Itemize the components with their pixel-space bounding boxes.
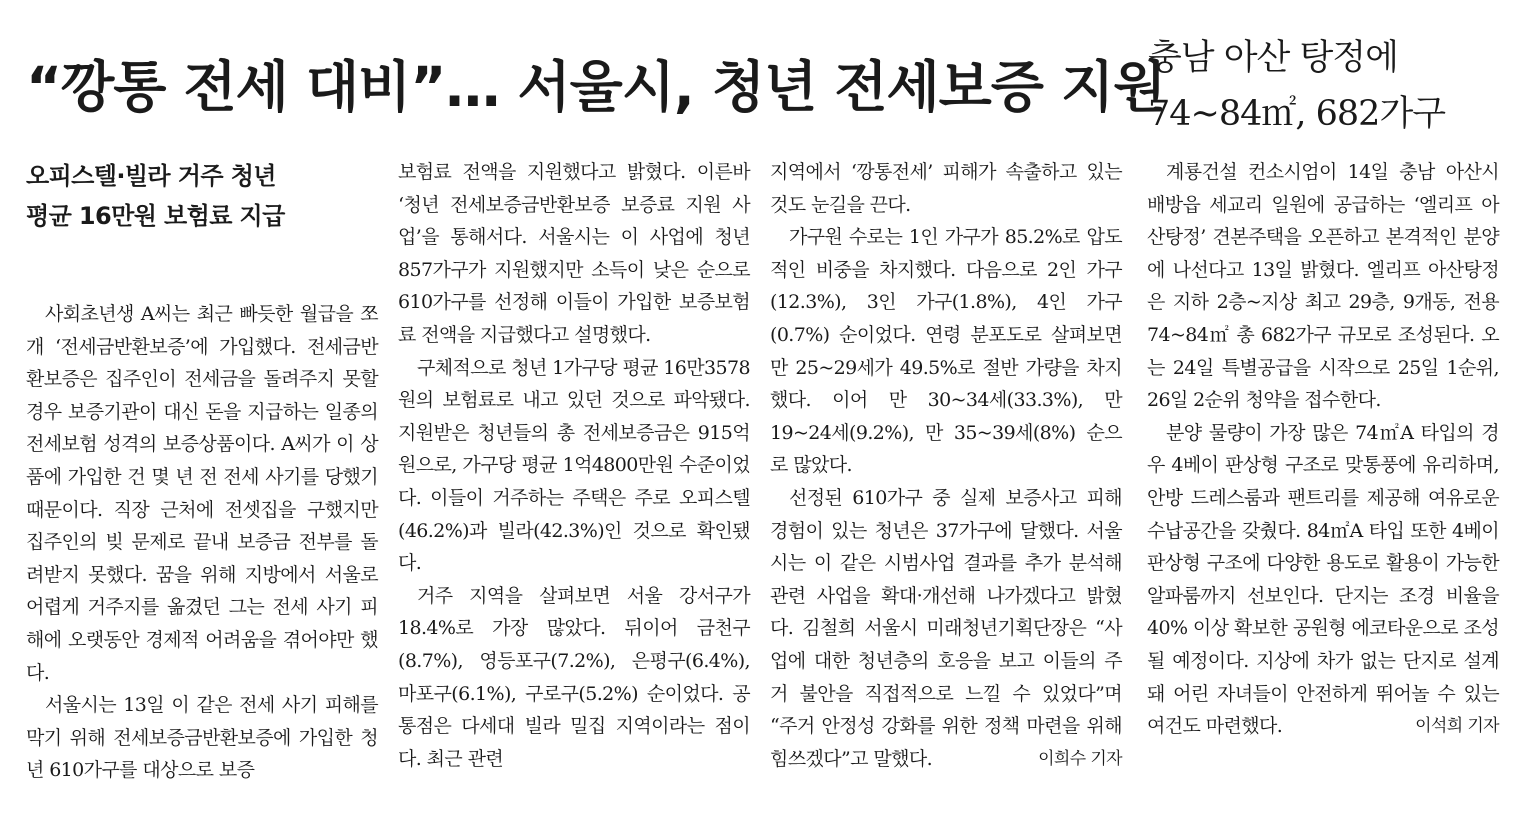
- paragraph: [770, 482, 1122, 775]
- main-article-column-1: [26, 156, 378, 787]
- paragraph: 계룡건설 컨소시엄이 14일 충남 아산시 배방읍 세교리 일원에 공급하는 ‘엘리프 아산탕정’ 견본주택을 오픈하고 본격적인 분양에 나선다고 13일 밝혔다. 엘리프 아산탕정은 지하 2층~지상 최고 29층, 9개동, 전용 74~84㎡ 총 682가구 규모로 조성된다. 오는 24일 특별공급을 시작으로 25일 1순위, 26일 2순위 청약을 접수한다.: [1147, 161, 1499, 412]
- paragraph: 구체적으로 청년 1가구당 평균 16만3578원의 보험료로 내고 있던 것으로 파악됐다. 지원받은 청년들의 총 전세보증금은 915억원으로, 가구당 평균 1억4800만원 수준이었다. 이들이 거주하는 주택은 주로 오피스텔(46.2%)과 빌라(42.3%)인 것으로 확인됐다.: [398, 356, 750, 575]
- paragraph: 지역에서 ‘깡통전세’ 피해가 속출하고 있는 것도 눈길을 끈다.: [770, 161, 1122, 216]
- main-article-column-2: [398, 156, 750, 775]
- paragraph-text: 분양 물량이 가장 많은 74㎡A 타입의 경우 4베이 판상형 구조로 맞통풍에 유리하며, 안방 드레스룸과 팬트리를 제공해 여유로운 수납공간을 갖췄다. 84㎡A 타입 또한 4베이 판상형 구조에 다양한 용도로 활용이 가능한 알파룸까지 선보인다. 단지는 조경 비율을 40% 이상 확보한 공원형 에코타운으로 조성될 예정이다. 지상에 차가 없는 단지로 설계돼 어린 자녀들이 안전하게 뛰어놀 수 있는 여건도 마련했다.: [1147, 421, 1499, 738]
- side-headline-line1: 충남 아산 탕정에: [1148, 38, 1398, 78]
- side-headline: [1148, 30, 1445, 142]
- paragraph-text: 선정된 610가구 중 실제 보증사고 피해 경험이 있는 청년은 37가구에 달했다. 서울시는 이 같은 시범사업 결과를 추가 분석해 관련 사업을 확대·개선해 나가겠다고 밝혔다. 김철희 서울시 미래청년기획단장은 “사업에 대한 청년층의 호응을 보고 이들의 주거 불안을 직접적으로 느낄 수 있었다”며 “주거 안정성 강화를 위한 정책 마련을 위해 힘쓰겠다”고 말했다.: [770, 486, 1122, 770]
- main-headline: “깡통 전세 대비”… 서울시, 청년 전세보증 지원: [26, 55, 1166, 119]
- byline: 이희수 기자: [1038, 748, 1122, 769]
- paragraph: 사회초년생 A씨는 최근 빠듯한 월급을 쪼개 ‘전세금반환보증’에 가입했다. 전세금반환보증은 집주인이 전세금을 돌려주지 못할 경우 보증기관이 대신 돈을 지급하는 일종의 전세보험 성격의 보증상품이다. A씨가 이 상품에 가입한 건 몇 년 전 전세 사기를 당했기 때문이다. 직장 근처에 전셋집을 구했지만 집주인의 빚 문제로 끝내 보증금 전부를 돌려받지 못했다. 꿈을 위해 지방에서 서울로 어렵게 거주지를 옮겼던 그는 전세 사기 피해에 오랫동안 경제적 어려움을 겪어야만 했다.: [26, 303, 378, 684]
- paragraph: 보험료 전액을 지원했다고 밝혔다. 이른바 ‘청년 전세보증금반환보증 보증료 지원 사업’을 통해서다. 서울시는 이 사업에 청년 857가구가 지원했지만 소득이 낮은 순으로 610가구를 선정해 이들이 가입한 보증보험료 전액을 지급했다고 설명했다.: [398, 161, 750, 346]
- main-article-column-3: [770, 156, 1122, 775]
- subheadline: [26, 156, 378, 236]
- subheadline-line1: 오피스텔·빌라 거주 청년: [26, 162, 276, 190]
- side-headline-line2: 74~84㎡, 682가구: [1148, 94, 1446, 134]
- paragraph: 서울시는 13일 이 같은 전세 사기 피해를 막기 위해 전세보증금반환보증에 가입한 청년 610가구를 대상으로 보증: [26, 694, 378, 782]
- subheadline-line2: 평균 16만원 보험료 지급: [26, 202, 285, 230]
- paragraph: 가구원 수로는 1인 가구가 85.2%로 압도적인 비중을 차지했다. 다음으로 2인 가구(12.3%), 3인 가구(1.8%), 4인 가구(0.7%) 순이었다. 연령 분포도로 살펴보면 만 25~29세가 49.5%로 절반 가량을 차지했다. 이어 만 30~34세(33.3%), 만 19~24세(9.2%), 만 35~39세(8%) 순으로 많았다.: [770, 226, 1122, 477]
- byline: 이석희 기자: [1415, 716, 1499, 737]
- paragraph: 거주 지역을 살펴보면 서울 강서구가 18.4%로 가장 많았다. 뒤이어 금천구(8.7%), 영등포구(7.2%), 은평구(6.4%), 마포구(6.1%), 구로구(5.2%) 순이었다. 공통점은 다세대 빌라 밀집 지역이라는 점이다. 최근 관련: [398, 584, 750, 770]
- paragraph: [1147, 417, 1499, 743]
- side-article-body: [1147, 156, 1499, 743]
